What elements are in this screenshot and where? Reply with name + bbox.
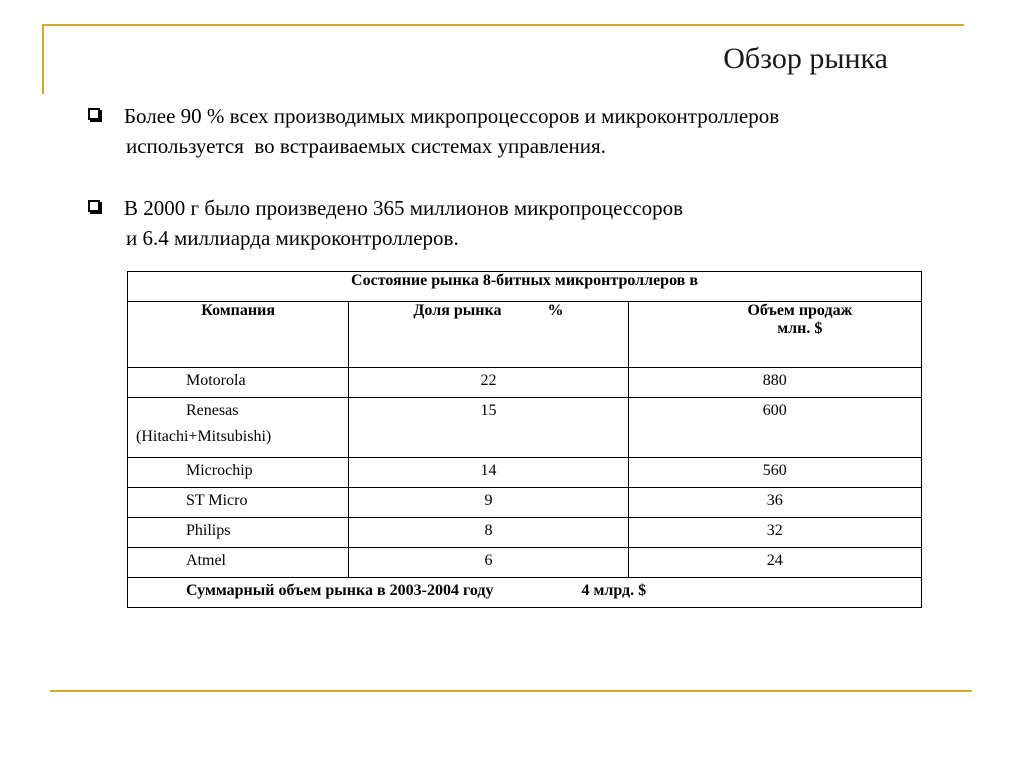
header-sales	[628, 302, 921, 368]
share-cell: 22	[349, 368, 628, 398]
sales-cell: 32	[628, 518, 921, 548]
bullet-text-line: Более 90 % всех производимых микропроцессоров и микроконтроллеров	[124, 104, 780, 128]
square-bullet-icon	[88, 200, 100, 212]
table-row	[128, 518, 922, 548]
table-row	[128, 548, 922, 578]
slide-title: Обзор рынка	[723, 42, 888, 75]
header-share	[349, 302, 628, 368]
total-label: Суммарный объем рынка в 2003-2004 году	[186, 582, 494, 599]
header-share-unit: %	[547, 302, 564, 319]
company-name: Atmel	[186, 552, 226, 569]
frame-left-line	[42, 24, 44, 94]
table-total-row	[128, 578, 922, 608]
share-cell: 6	[349, 548, 628, 578]
company-name: Philips	[186, 522, 231, 539]
company-name: ST Micro	[186, 492, 248, 509]
company-name: Renesas	[186, 402, 239, 419]
bullet-text-line: используется во встраиваемых системах управления.	[126, 134, 606, 158]
frame-top-line	[42, 24, 964, 26]
market-table	[127, 271, 922, 608]
share-cell: 8	[349, 518, 628, 548]
bullet-text-line: и 6.4 миллиарда микроконтроллеров.	[126, 226, 459, 250]
table-row	[128, 368, 922, 398]
total-value: 4 млрд. $	[581, 582, 647, 599]
share-cell: 14	[349, 458, 628, 488]
sales-cell: 24	[628, 548, 921, 578]
company-subname: (Hitachi+Mitsubishi)	[136, 428, 272, 445]
sales-cell: 880	[628, 368, 921, 398]
table-row	[128, 488, 922, 518]
square-bullet-icon	[88, 108, 100, 120]
company-name: Motorola	[186, 372, 246, 389]
company-cell	[128, 548, 349, 578]
company-cell	[128, 488, 349, 518]
table-row	[128, 398, 922, 458]
table-caption-row	[128, 272, 922, 302]
share-cell: 9	[349, 488, 628, 518]
company-name: Microchip	[186, 462, 253, 479]
table-header-row	[128, 302, 922, 368]
table-caption: Состояние рынка 8-битных микронтроллеров в	[128, 272, 922, 302]
share-cell: 15	[349, 398, 628, 458]
company-cell	[128, 458, 349, 488]
frame-bottom-line	[50, 690, 972, 692]
sales-cell: 600	[628, 398, 921, 458]
sales-cell: 560	[628, 458, 921, 488]
header-sales-line2: млн. $	[777, 320, 823, 337]
company-cell	[128, 368, 349, 398]
company-cell	[128, 518, 349, 548]
header-company: Компания	[128, 302, 349, 368]
table-row	[128, 458, 922, 488]
header-sales-line1: Объем продаж	[747, 302, 853, 319]
bullet-text-line: В 2000 г было произведено 365 миллионов микропроцессоров	[124, 196, 683, 220]
company-cell	[128, 398, 349, 458]
header-share-label: Доля рынка	[413, 302, 502, 319]
total-cell	[128, 578, 922, 608]
sales-cell: 36	[628, 488, 921, 518]
